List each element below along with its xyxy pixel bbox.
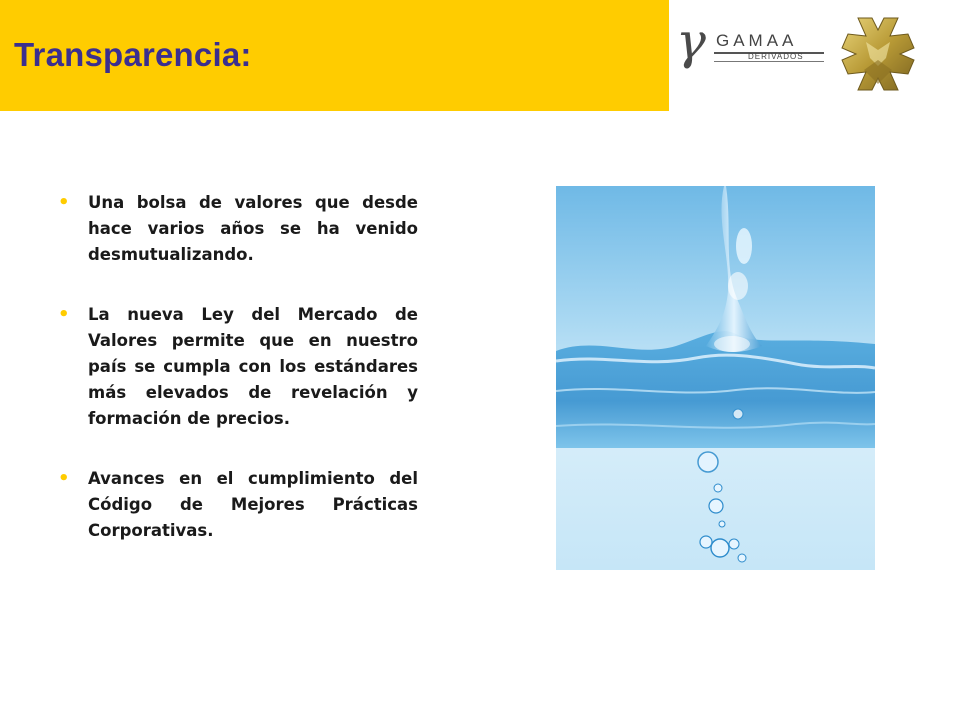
gamma-symbol: γ bbox=[676, 12, 706, 70]
bullet-text: La nueva Ley del Mercado de Valores permite que en nuestro país se cumpla con los estándares más elevados de revelación y formación de precios. bbox=[88, 305, 418, 428]
bullet-dot: • bbox=[58, 192, 70, 213]
bullet-item bbox=[58, 466, 418, 544]
page-title: Transparencia: bbox=[14, 36, 252, 73]
bullet-text: Avances en el cumplimiento del Código de Mejores Prácticas Corporativas. bbox=[88, 469, 418, 540]
water-splash-image bbox=[556, 186, 875, 570]
gamaa-subtitle: DERIVADOS bbox=[748, 52, 804, 61]
gamaa-wordmark: GAMAA bbox=[716, 31, 798, 50]
gold-emblem-icon bbox=[838, 14, 918, 94]
bullet-dot: • bbox=[58, 304, 70, 325]
logo-divider-lower bbox=[714, 61, 824, 62]
bullet-text: Una bolsa de valores que desde hace varios años se ha venido desmutualizando. bbox=[88, 193, 418, 264]
bullet-dot: • bbox=[58, 468, 70, 489]
bullet-item bbox=[58, 190, 418, 268]
bullet-item bbox=[58, 302, 418, 432]
bullet-list bbox=[58, 190, 418, 578]
gamaa-logo bbox=[676, 12, 828, 84]
title-band bbox=[0, 0, 669, 111]
